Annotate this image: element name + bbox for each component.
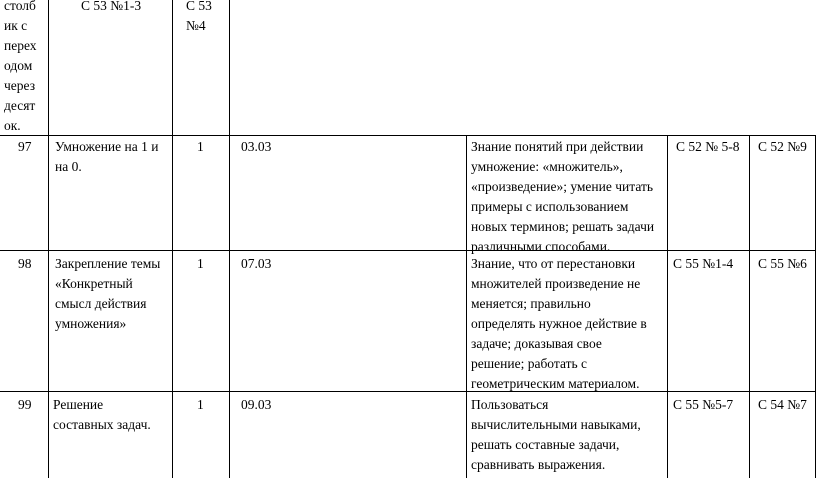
grid-line [749,135,750,478]
grid-line [0,391,816,392]
grid-line [667,135,668,478]
grid-line [0,250,816,251]
lesson-date: 03.03 [241,139,272,154]
grid-line [172,0,173,478]
lesson-topic: Решение составных задач. [53,397,151,432]
row-number: 98 [18,256,32,271]
homework-2: С 52 №9 [758,139,807,154]
row-number: 97 [18,139,32,154]
hours-count: 1 [197,256,204,271]
grid-line [0,135,816,136]
homework-2: С 54 №7 [758,397,807,412]
grid-line [229,0,230,478]
lesson-date: 09.03 [241,397,272,412]
lesson-topic: Умножение на 1 и на 0. [55,139,159,174]
homework-1: С 52 № 5-8 [676,139,740,154]
top-cell-topic-fragment: столб ик с перех одом через десят ок. [4,0,37,133]
lesson-date: 07.03 [241,256,272,271]
skills-text: Знание понятий при действии умножение: «множитель», «произведение»; умение читать примеры с использованием новых терминов; решать задачи различными способами. [471,139,655,254]
hours-count: 1 [197,139,204,154]
top-cell-homework-extra: С 53 №4 [186,0,212,33]
skills-text: Знание, что от перестановки множителей произведение не меняется; правильно определять нужное действие в задаче; доказывая свое решение; работать с геометрическим материалом. [471,256,647,391]
skills-text: Пользоваться вычислительными навыками, решать составные задачи, сравнивать выражения. [471,397,641,472]
lesson-topic: Закрепление темы «Конкретный смысл действия умножения» [55,256,161,331]
hours-count: 1 [197,397,204,412]
grid-line [466,135,467,478]
homework-1: С 55 №1-4 [673,256,734,271]
grid-line [48,0,49,478]
homework-1: С 55 №5-7 [673,397,734,412]
top-cell-homework: С 53 №1-3 [81,0,142,13]
homework-2: С 55 №6 [758,256,807,271]
row-number: 99 [18,397,32,412]
